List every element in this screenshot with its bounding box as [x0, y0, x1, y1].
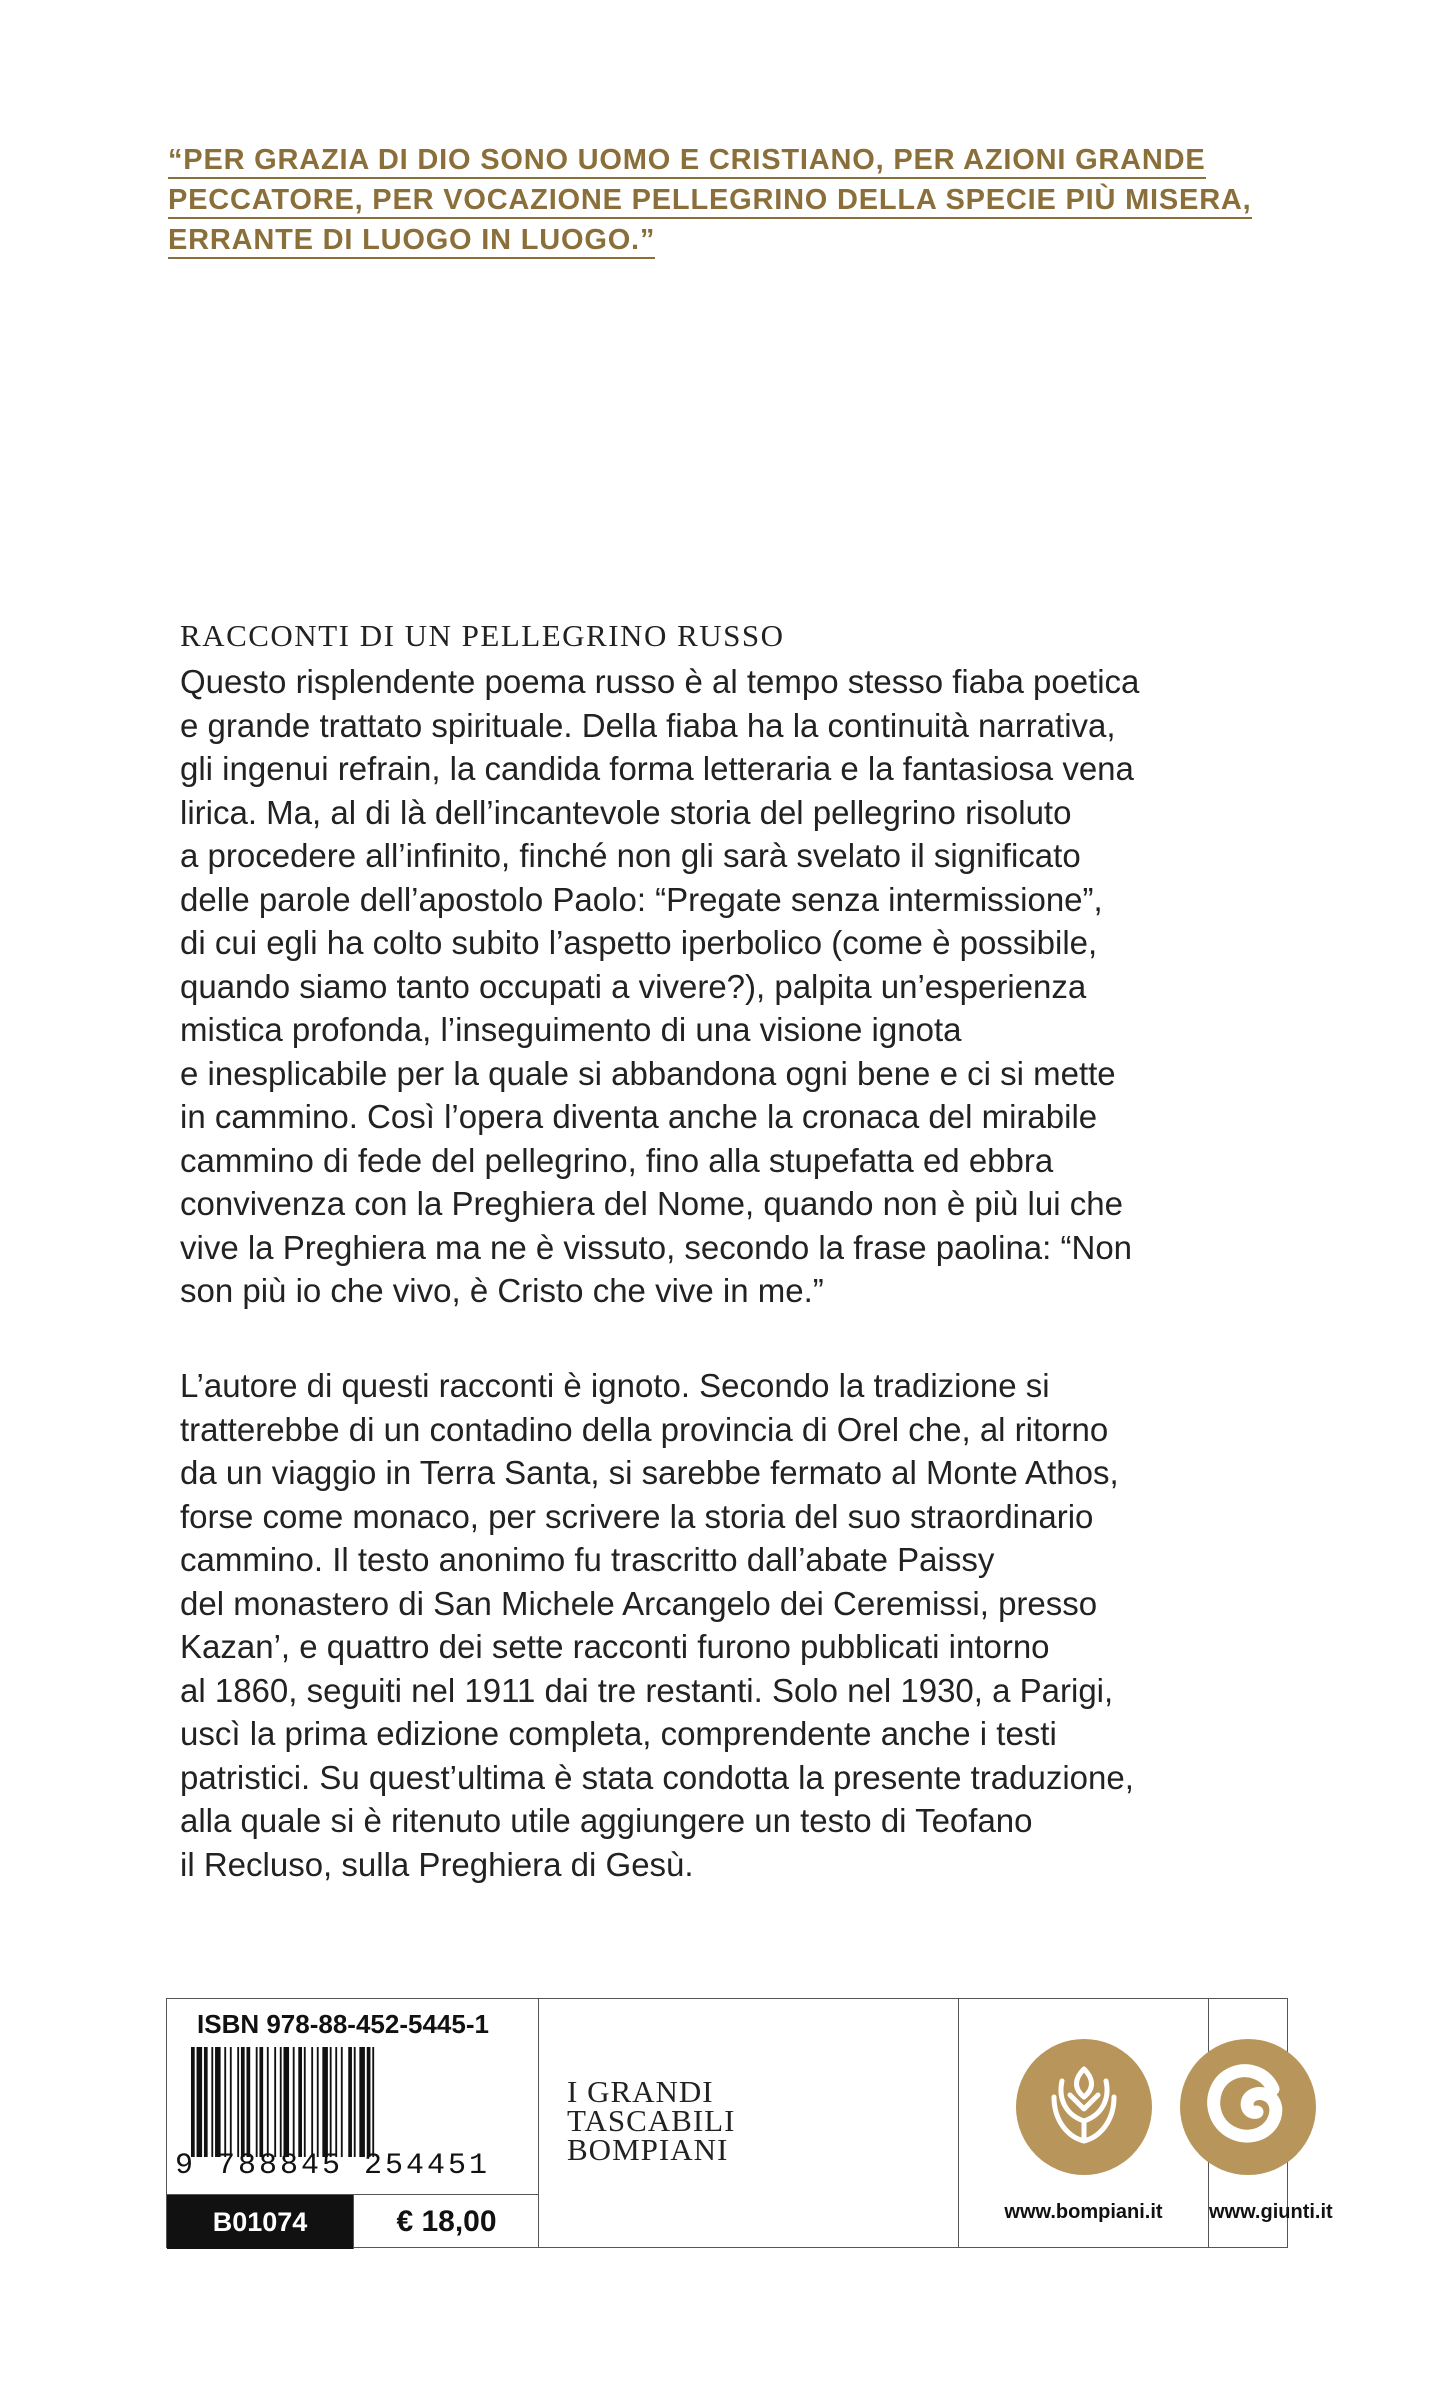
text-line: al 1860, seguiti nel 1911 dai tre restanti. Solo nel 1930, a Parigi, — [180, 1671, 1114, 1709]
text-line: delle parole dell’apostolo Paolo: “Pregate senza intermissione”, — [180, 880, 1103, 918]
book-title: RACCONTI DI UN PELLEGRINO RUSSO — [180, 618, 785, 653]
bompiani-url[interactable]: www.bompiani.it — [1004, 2201, 1163, 2223]
text-line: forse come monaco, per scrivere la storia del suo straordinario — [180, 1497, 1094, 1535]
series-line: BOMPIANI — [567, 2132, 729, 2167]
barcode-bar — [372, 2047, 374, 2157]
barcode-bar — [293, 2047, 295, 2157]
rose-emblem-icon — [1014, 2037, 1154, 2177]
barcode-bar — [204, 2047, 208, 2157]
blurb-paragraph-1 — [180, 660, 1260, 1313]
spiral-g-icon — [1178, 2037, 1318, 2177]
text-line: vive la Preghiera ma ne è vissuto, secondo la frase paolina: “Non — [180, 1228, 1133, 1266]
barcode-bar — [215, 2047, 221, 2157]
barcode-bar — [330, 2047, 332, 2157]
barcode-bar — [298, 2047, 302, 2157]
back-cover-info-bar — [166, 1998, 1333, 2248]
series-line: TASCABILI — [567, 2103, 736, 2138]
text-line: mistica profonda, l’inseguimento di una visione ignota — [180, 1011, 962, 1048]
headline-quote — [168, 140, 1308, 260]
series-name — [567, 2074, 736, 2167]
text-line: cammino di fede del pellegrino, fino alla stupefatta ed ebbra — [180, 1141, 1054, 1179]
barcode-bar — [259, 2047, 263, 2157]
text-line: Kazan’, e quattro dei sette racconti furono pubblicati intorno — [180, 1628, 1050, 1665]
text-line: Questo risplendente poema russo è al tempo stesso fiaba poetica — [180, 663, 1140, 700]
barcode-bar — [311, 2047, 313, 2157]
text-line: di cui egli ha colto subito l’aspetto iperbolico (come è possibile, — [180, 924, 1098, 961]
quote-line: PECCATORE, PER VOCAZIONE PELLEGRINO DELLA SPECIE PIÙ MISERA, — [168, 184, 1252, 219]
text-line: convivenza con la Preghiera del Nome, quando non è più lui che — [180, 1185, 1123, 1222]
blurb-paragraph-2 — [180, 1364, 1260, 1886]
barcode-bar — [197, 2047, 203, 2157]
barcode-bar — [224, 2047, 226, 2157]
giunti-url[interactable]: www.giunti.it — [1209, 2201, 1333, 2223]
text-line: tratterebbe di un contadino della provincia di Orel che, al ritorno — [180, 1410, 1109, 1448]
barcode-bar — [354, 2047, 356, 2157]
barcode-panel — [167, 1999, 539, 2247]
barcode-bar — [237, 2047, 239, 2157]
barcode-digits: 9 788845 254451 — [175, 2149, 491, 2183]
isbn-label: ISBN 978-88-452-5445-1 — [197, 2009, 489, 2039]
series-line: I GRANDI — [567, 2074, 714, 2109]
text-line: patristici. Su quest’ultima è stata condotta la presente traduzione, — [180, 1758, 1134, 1796]
barcode-bar — [317, 2047, 319, 2157]
text-line: e inesplicabile per la quale si abbandona ogni bene e ci si mette — [180, 1054, 1116, 1092]
text-line: in cammino. Così l’opera diventa anche la cronaca del mirabile — [180, 1098, 1098, 1135]
text-line: cammino. Il testo anonimo fu trascritto dall’abate Paissy — [180, 1541, 995, 1578]
text-line: L’autore di questi racconti è ignoto. Secondo la tradizione si — [180, 1367, 1050, 1404]
barcode-bar — [241, 2047, 245, 2157]
catalog-code: B01074 — [167, 2195, 353, 2249]
barcode-bar — [335, 2047, 337, 2157]
barcode-bar — [267, 2047, 269, 2157]
text-line: da un viaggio in Terra Santa, si sarebbe fermato al Monte Athos, — [180, 1454, 1119, 1491]
text-line: alla quale si è ritenuto utile aggiungere un testo di Teofano — [180, 1802, 1033, 1839]
text-line: lirica. Ma, al di là dell’incantevole storia del pellegrino risoluto — [180, 793, 1072, 831]
barcode-bar — [280, 2047, 282, 2157]
text-line: e grande trattato spirituale. Della fiaba ha la continuità narrativa, — [180, 706, 1116, 744]
text-line: son più io che vivo, è Cristo che vive in me.” — [180, 1272, 824, 1309]
barcode-bar — [211, 2047, 213, 2157]
barcode-bar — [247, 2047, 251, 2157]
giunti-panel — [1209, 1999, 1333, 2247]
text-line: quando siamo tanto occupati a vivere?), palpita un’esperienza — [180, 967, 1087, 1005]
barcode-bar — [256, 2047, 258, 2157]
text-line: il Recluso, sulla Preghiera di Gesù. — [180, 1845, 694, 1883]
barcode-bar — [359, 2047, 365, 2157]
text-line: a procedere all’infinito, finché non gli sarà svelato il significato — [180, 837, 1081, 874]
text-line: uscì la prima edizione completa, comprendente anche i testi — [180, 1715, 1057, 1752]
barcode-bar — [367, 2047, 371, 2157]
text-line: gli ingenui refrain, la candida forma letteraria e la fantasiosa vena — [180, 750, 1134, 787]
barcode-bar — [230, 2047, 232, 2157]
text-line: del monastero di San Michele Arcangelo dei Ceremissi, presso — [180, 1584, 1098, 1622]
bompiani-panel — [959, 1999, 1209, 2247]
barcode-bar — [191, 2047, 195, 2157]
barcode-bar — [341, 2047, 343, 2157]
barcode-bar — [274, 2047, 276, 2157]
quote-line: ERRANTE DI LUOGO IN LUOGO.” — [168, 224, 655, 259]
series-panel — [539, 1999, 959, 2247]
barcode-graphic — [187, 2047, 517, 2157]
quote-line: “PER GRAZIA DI DIO SONO UOMO E CRISTIANO, PER AZIONI GRANDE — [168, 144, 1206, 179]
price: € 18,00 — [353, 2195, 539, 2249]
barcode-bar — [322, 2047, 328, 2157]
barcode-bar — [348, 2047, 352, 2157]
barcode-bar — [304, 2047, 306, 2157]
barcode-bar — [284, 2047, 290, 2157]
